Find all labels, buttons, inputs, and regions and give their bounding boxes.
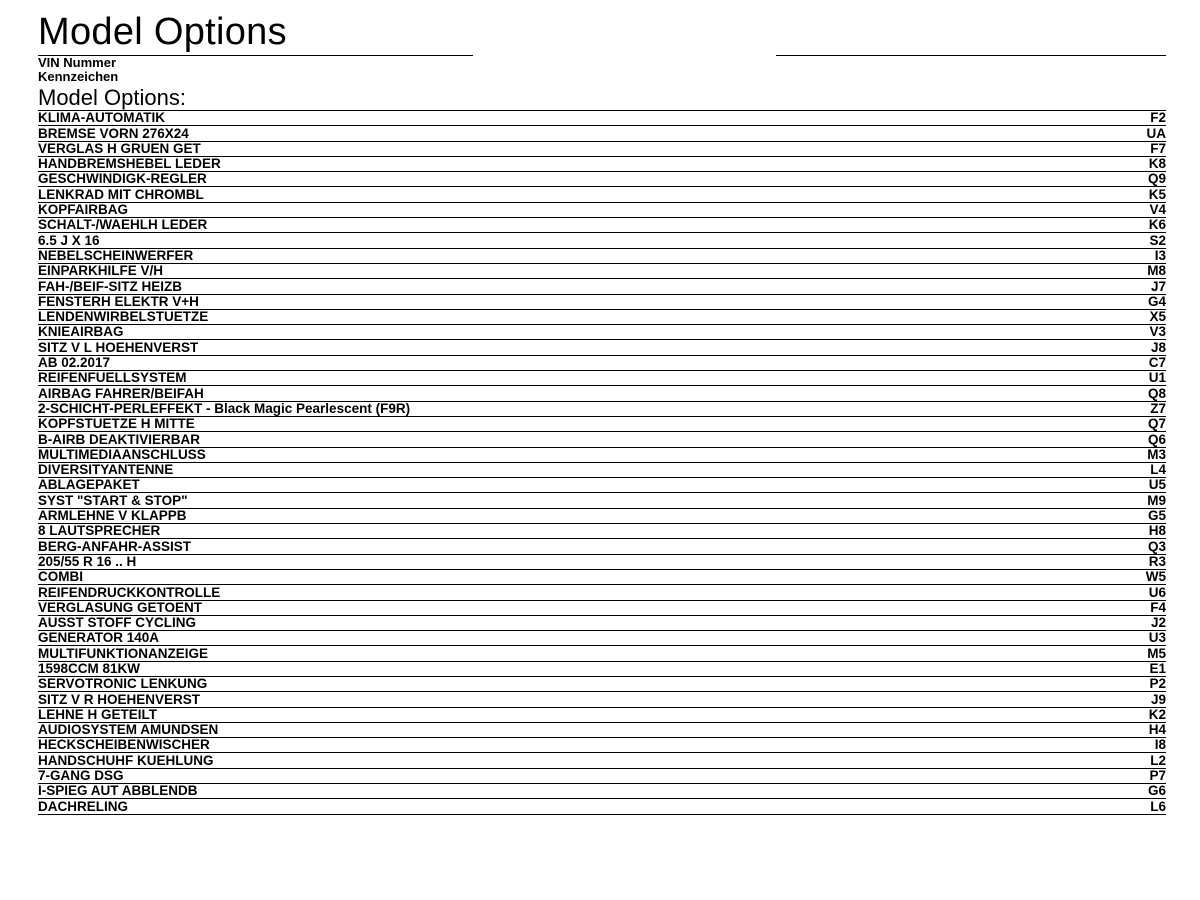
- option-code: J7: [1150, 278, 1166, 294]
- option-row: [38, 769, 1166, 784]
- option-row: [38, 708, 1166, 723]
- option-name: VERGLAS H GRUEN GET: [38, 140, 201, 156]
- option-code: M5: [1147, 645, 1166, 661]
- option-name: COMBI: [38, 569, 83, 585]
- option-name: ABLAGEPAKET: [38, 477, 140, 493]
- option-code: Q9: [1147, 171, 1166, 187]
- option-row: [38, 203, 1166, 218]
- option-code: M9: [1147, 492, 1166, 508]
- option-name: AB 02.2017: [38, 355, 111, 371]
- option-code: F2: [1150, 110, 1166, 126]
- option-code: X5: [1149, 309, 1166, 325]
- option-row: [38, 356, 1166, 371]
- option-name: KOPFSTUETZE H MITTE: [38, 416, 195, 432]
- option-name: GENERATOR 140A: [38, 630, 160, 646]
- option-code: G4: [1147, 293, 1166, 309]
- option-name: MULTIFUNKTIONANZEIGE: [38, 645, 208, 661]
- option-name: 2-SCHICHT-PERLEFFEKT - Black Magic Pearlescent (F9R): [38, 400, 411, 416]
- option-row: [38, 463, 1166, 478]
- option-row: [38, 692, 1166, 707]
- option-code: J2: [1150, 615, 1166, 631]
- option-row: [38, 631, 1166, 646]
- option-name: SYST "START & STOP": [38, 492, 188, 508]
- option-name: GESCHWINDIGK-REGLER: [38, 171, 207, 187]
- option-code: U6: [1148, 584, 1166, 600]
- option-row: [38, 340, 1166, 355]
- option-name: SITZ V L HOEHENVERST: [38, 339, 199, 355]
- title-rule-right: [776, 55, 1166, 56]
- option-code: P2: [1149, 676, 1166, 692]
- option-code: G5: [1147, 508, 1166, 524]
- option-row: [38, 417, 1166, 432]
- option-name: BERG-ANFAHR-ASSIST: [38, 538, 192, 554]
- option-row: [38, 723, 1166, 738]
- option-row: [38, 371, 1166, 386]
- option-row: [38, 264, 1166, 279]
- option-row: [38, 310, 1166, 325]
- option-name: ARMLEHNE V KLAPPB: [38, 508, 187, 524]
- option-code: J9: [1150, 691, 1166, 707]
- option-row: [38, 646, 1166, 661]
- option-code: I3: [1154, 247, 1166, 263]
- option-name: KLIMA-AUTOMATIK: [38, 110, 165, 126]
- option-row: [38, 279, 1166, 294]
- option-name: KNIEAIRBAG: [38, 324, 124, 340]
- option-name: MULTIMEDIAANSCHLUSS: [38, 446, 206, 462]
- option-code: U3: [1148, 630, 1166, 646]
- option-code: E1: [1149, 660, 1166, 676]
- option-name: REIFENDRUCKKONTROLLE: [38, 584, 221, 600]
- option-code: K8: [1148, 156, 1166, 172]
- option-name: EINPARKHILFE V/H: [38, 263, 164, 279]
- option-row: [38, 509, 1166, 524]
- option-code: V4: [1149, 202, 1166, 218]
- option-name: HANDSCHUHF KUEHLUNG: [38, 752, 214, 768]
- option-name: 7-GANG DSG: [38, 768, 124, 784]
- option-code: F4: [1150, 599, 1166, 615]
- option-name: FENSTERH ELEKTR V+H: [38, 293, 199, 309]
- option-name: 205/55 R 16 .. H: [38, 553, 137, 569]
- option-row: [38, 187, 1166, 202]
- option-code: M3: [1147, 446, 1166, 462]
- option-code: Q6: [1147, 431, 1166, 447]
- option-row: [38, 524, 1166, 539]
- option-name: SCHALT-/WAEHLH LEDER: [38, 217, 208, 233]
- option-name: HECKSCHEIBENWISCHER: [38, 737, 210, 753]
- option-name: VERGLASUNG GETOENT: [38, 599, 203, 615]
- option-code: Q7: [1147, 416, 1166, 432]
- option-code: K2: [1148, 706, 1166, 722]
- option-code: Q8: [1147, 385, 1166, 401]
- option-name: DIVERSITYANTENNE: [38, 462, 174, 478]
- option-row: [38, 233, 1166, 248]
- option-row: [38, 616, 1166, 631]
- option-name: AUSST STOFF CYCLING: [38, 615, 197, 631]
- page-title: Model Options: [38, 11, 287, 53]
- option-code: W5: [1145, 569, 1166, 585]
- option-row: [38, 218, 1166, 233]
- option-row: [38, 325, 1166, 340]
- option-code: H4: [1148, 722, 1166, 738]
- option-name: B-AIRB DEAKTIVIERBAR: [38, 431, 200, 447]
- option-code: Z7: [1150, 400, 1166, 416]
- option-row: [38, 539, 1166, 554]
- option-code: R3: [1148, 553, 1166, 569]
- option-row: [38, 386, 1166, 401]
- vin-label: VIN Nummer: [38, 55, 117, 70]
- option-name: 1598CCM 81KW: [38, 660, 141, 676]
- option-code: V3: [1149, 324, 1166, 340]
- option-code: C7: [1148, 355, 1166, 371]
- option-name: KOPFAIRBAG: [38, 202, 129, 218]
- option-name: REIFENFUELLSYSTEM: [38, 370, 187, 386]
- option-name: SITZ V R HOEHENVERST: [38, 691, 201, 707]
- option-name: LEHNE H GETEILT: [38, 706, 158, 722]
- option-name: AIRBAG FAHRER/BEIFAH: [38, 385, 204, 401]
- option-row: [38, 753, 1166, 768]
- option-name: LENKRAD MIT CHROMBL: [38, 186, 204, 202]
- option-row: [38, 493, 1166, 508]
- option-row: [38, 448, 1166, 463]
- option-row: [38, 585, 1166, 600]
- options-list: [38, 110, 1166, 815]
- title-row: [38, 10, 1166, 56]
- option-row: [38, 172, 1166, 187]
- option-row: [38, 432, 1166, 447]
- option-code: UA: [1146, 125, 1166, 141]
- option-row: [38, 555, 1166, 570]
- option-name: HANDBREMSHEBEL LEDER: [38, 156, 221, 172]
- option-row: [38, 570, 1166, 585]
- option-name: 8 LAUTSPRECHER: [38, 523, 161, 539]
- option-name: 6.5 J X 16: [38, 232, 100, 248]
- option-name: FAH-/BEIF-SITZ HEIZB: [38, 278, 182, 294]
- option-name: AUDIOSYSTEM AMUNDSEN: [38, 722, 219, 738]
- option-row: [38, 126, 1166, 141]
- option-name: NEBELSCHEINWERFER: [38, 247, 194, 263]
- option-code: Q3: [1147, 538, 1166, 554]
- document-page: [38, 10, 1166, 815]
- option-row: [38, 111, 1166, 126]
- option-row: [38, 157, 1166, 172]
- option-code: M8: [1147, 263, 1166, 279]
- option-row: [38, 478, 1166, 493]
- option-row: [38, 295, 1166, 310]
- option-name: BREMSE VORN 276X24: [38, 125, 189, 141]
- option-row: [38, 601, 1166, 616]
- option-code: U1: [1148, 370, 1166, 386]
- option-code: K5: [1148, 186, 1166, 202]
- plate-label: Kennzeichen: [38, 69, 119, 84]
- option-row: [38, 738, 1166, 753]
- option-row: [38, 784, 1166, 799]
- option-name: LENDENWIRBELSTUETZE: [38, 309, 209, 325]
- option-row: [38, 142, 1166, 157]
- option-code: J8: [1150, 339, 1166, 355]
- option-row: [38, 402, 1166, 417]
- option-code: F7: [1150, 140, 1166, 156]
- option-row: [38, 249, 1166, 264]
- option-name: DACHRELING: [38, 798, 128, 814]
- option-code: L2: [1150, 752, 1166, 768]
- option-code: L6: [1150, 798, 1166, 814]
- option-row: [38, 677, 1166, 692]
- option-code: S2: [1149, 232, 1166, 248]
- option-code: L4: [1150, 462, 1166, 478]
- option-code: H8: [1148, 523, 1166, 539]
- option-code: K6: [1148, 217, 1166, 233]
- option-code: G6: [1147, 783, 1166, 799]
- option-code: P7: [1149, 768, 1166, 784]
- option-code: I8: [1154, 737, 1166, 753]
- option-row: [38, 662, 1166, 677]
- option-name: I-SPIEG AUT ABBLENDB: [38, 783, 198, 799]
- option-name: SERVOTRONIC LENKUNG: [38, 676, 208, 692]
- option-row: [38, 799, 1166, 814]
- title-rule-left: [38, 55, 473, 56]
- option-code: U5: [1148, 477, 1166, 493]
- section-title: Model Options:: [38, 85, 186, 110]
